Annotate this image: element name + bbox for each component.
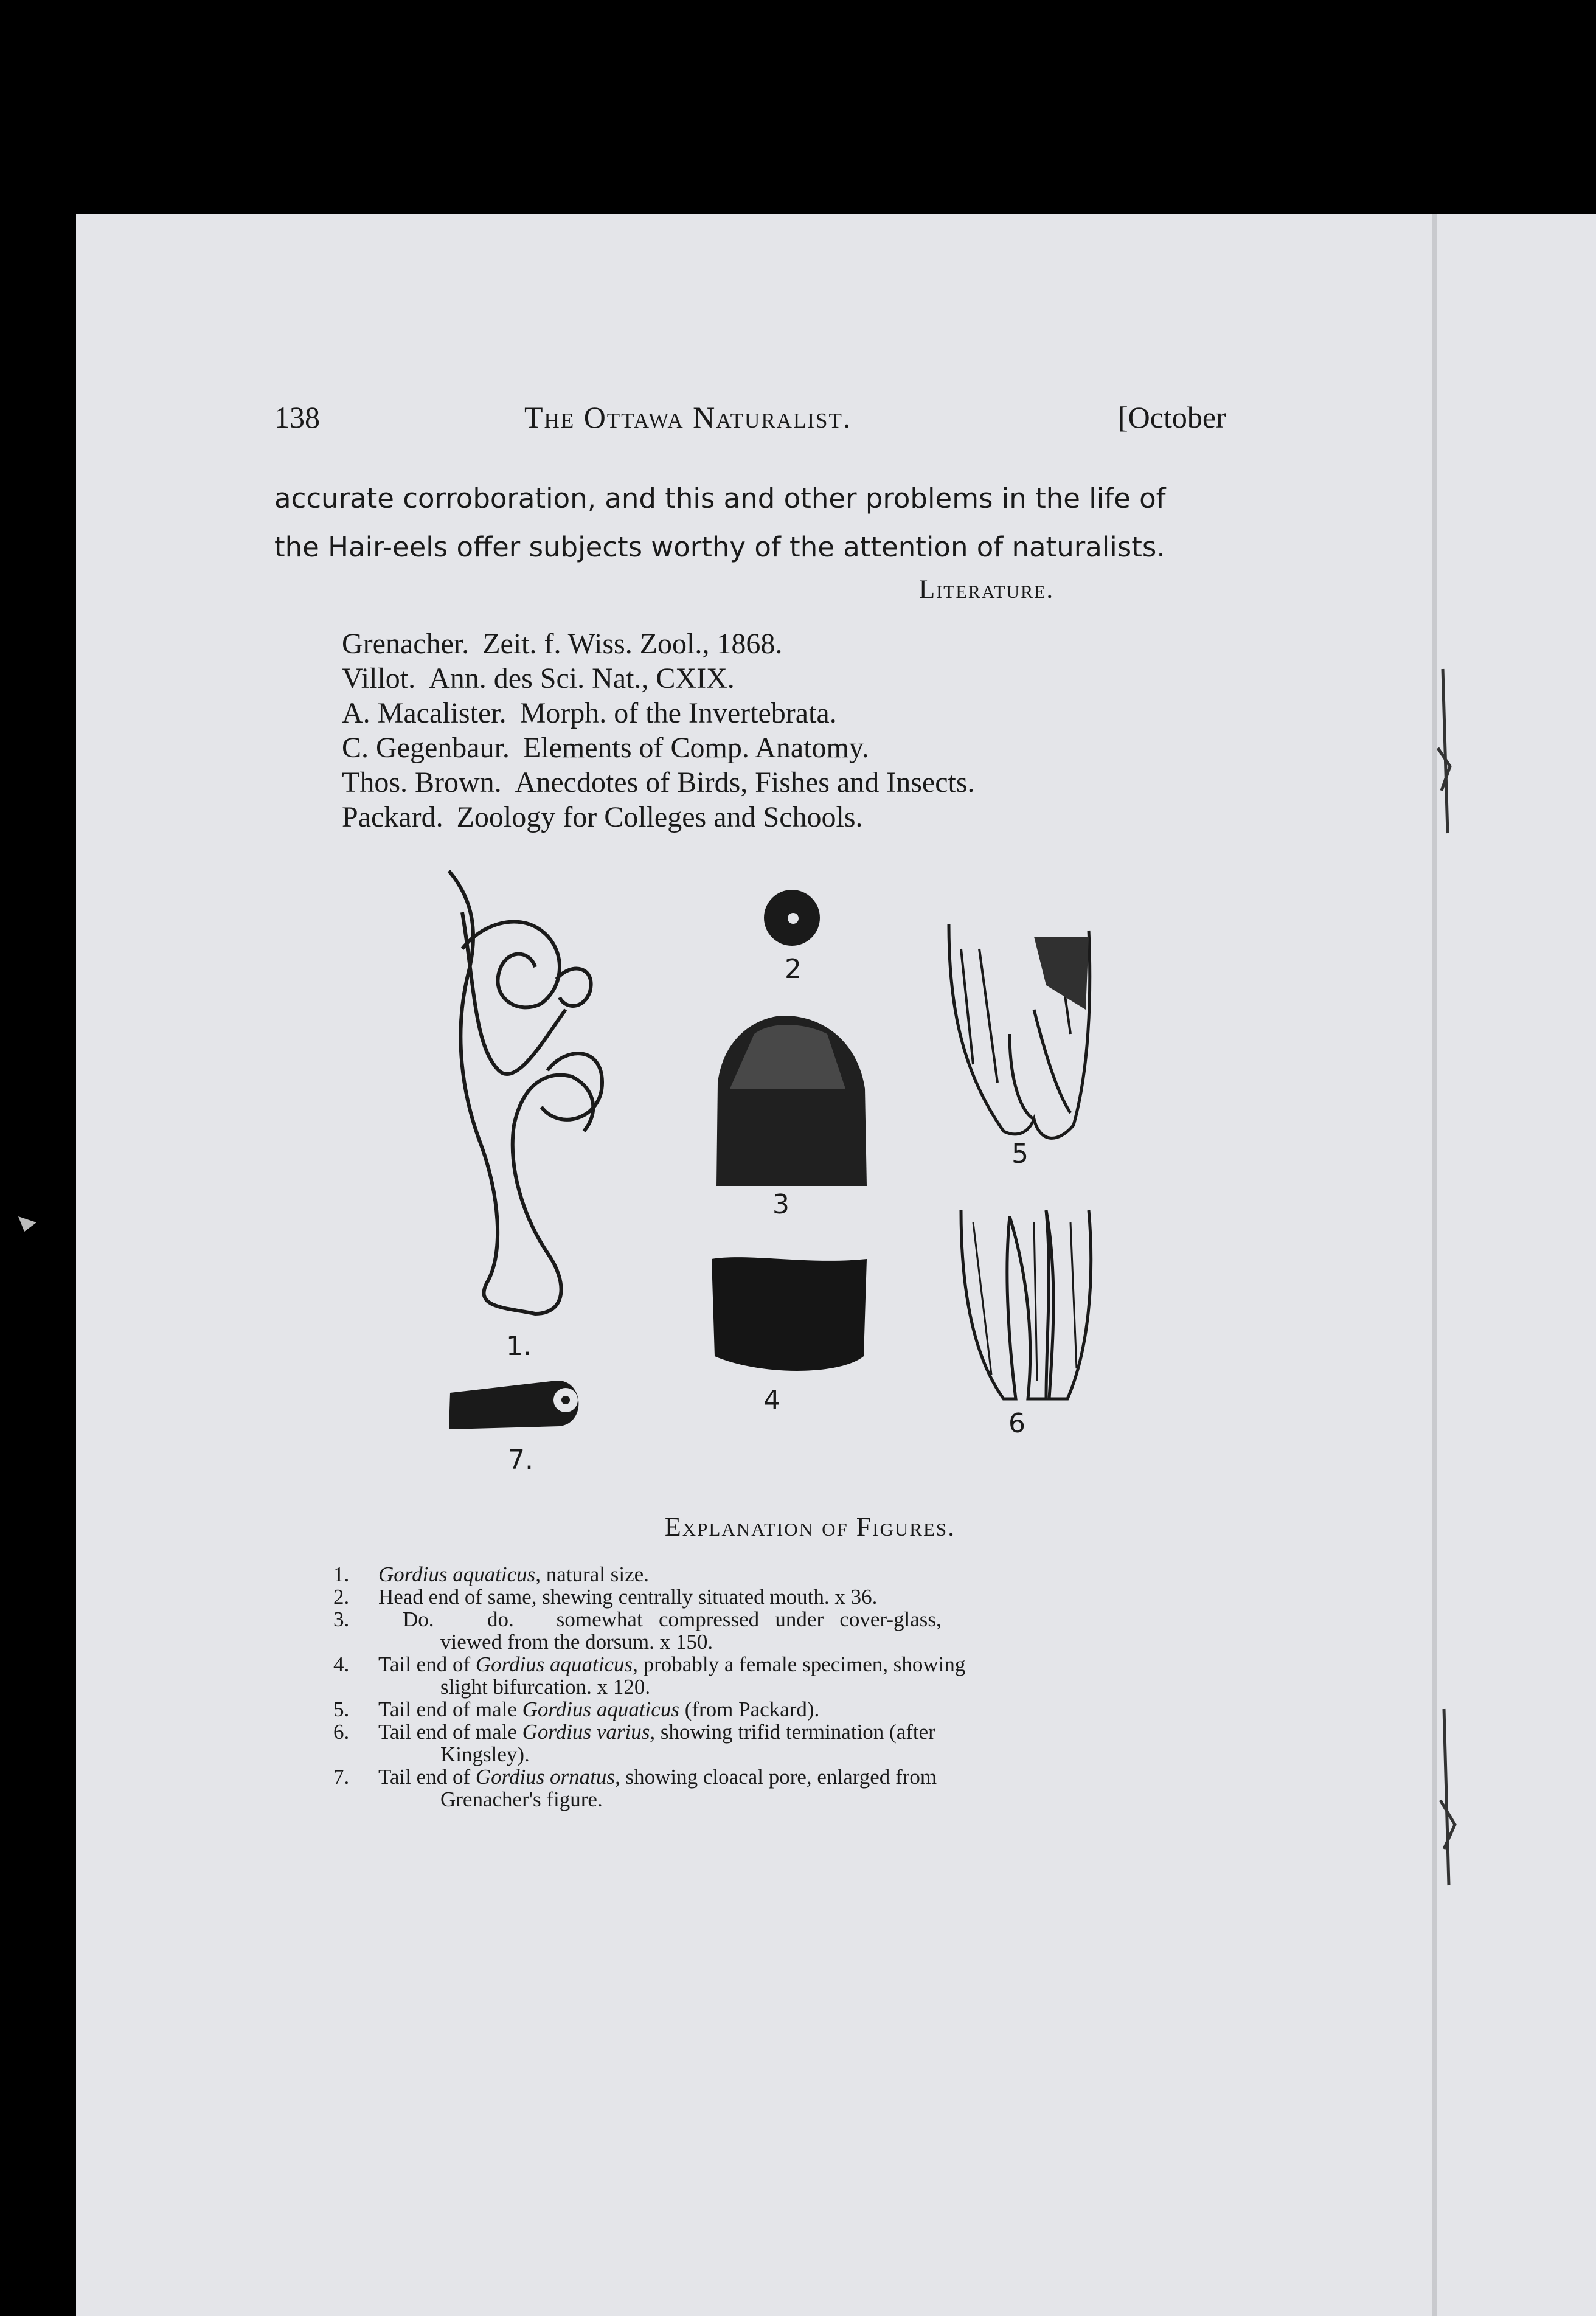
item-continuation: Kingsley).: [440, 1742, 530, 1766]
page-number: 138: [274, 400, 320, 434]
margin-mark-left: [18, 1216, 36, 1232]
item-prefix: Tail end of: [378, 1652, 476, 1676]
reference-author: Thos. Brown.: [342, 766, 502, 799]
figure-label-1: 1.: [506, 1331, 532, 1362]
figure-label-4: 4: [763, 1385, 780, 1416]
item-text: Do. do. somewhat compressed under cover-glass,: [403, 1607, 942, 1631]
species-name: Gordius varius,: [522, 1720, 656, 1744]
item-text: Head end of same, shewing centrally situated mouth. x 36.: [378, 1585, 878, 1609]
issue-month: [October: [1118, 400, 1226, 434]
item-prefix: Tail end of: [378, 1765, 476, 1789]
reference-work: Anecdotes of Birds, Fishes and Insects.: [515, 766, 975, 799]
reference-author: A. Macalister.: [342, 697, 507, 729]
item-continuation: slight bifurcation. x 120.: [440, 1675, 651, 1699]
journal-title: The Ottawa Naturalist.: [524, 400, 852, 434]
body-line: the Hair-eels offer subjects worthy of the attention of naturalists.: [274, 531, 1165, 563]
species-name: Gordius aquaticus: [522, 1697, 679, 1721]
reference-work: Zoology for Colleges and Schools.: [456, 801, 863, 833]
item-number: 1.: [333, 1562, 350, 1586]
item-text: showing trifid termination (after: [655, 1720, 935, 1744]
item-text: natural size.: [541, 1562, 649, 1586]
item-prefix: Tail end of male: [378, 1720, 522, 1744]
reference-author: Villot.: [342, 662, 416, 695]
figure-label-2: 2: [785, 954, 802, 985]
item-continuation: viewed from the dorsum. x 150.: [440, 1630, 713, 1654]
reference-work: Morph. of the Invertebrata.: [519, 697, 837, 729]
item-number: 3.: [333, 1607, 350, 1631]
item-number: 7.: [333, 1765, 350, 1789]
explanation-heading: Explanation of Figures.: [664, 1512, 956, 1542]
margin-mark-lower: [1440, 1709, 1455, 1885]
item-text: probably a female specimen, showing: [637, 1652, 966, 1676]
reference-author: Grenacher.: [342, 628, 470, 660]
item-number: 6.: [333, 1720, 350, 1744]
margin-mark-upper: [1438, 669, 1450, 833]
item-prefix: Tail end of male: [378, 1697, 522, 1721]
reference-work: Elements of Comp. Anatomy.: [522, 732, 869, 764]
species-name: Gordius ornatus,: [475, 1765, 620, 1789]
item-number: 5.: [333, 1697, 350, 1721]
item-text: showing cloacal pore, enlarged from: [620, 1765, 937, 1789]
reference-author: C. Gegenbaur.: [342, 732, 510, 764]
species-name: Gordius aquaticus,: [475, 1652, 638, 1676]
body-line: accurate corroboration, and this and other problems in the life of: [274, 482, 1166, 515]
species-name: Gordius aquaticus,: [378, 1562, 541, 1586]
reference-work: Ann. des Sci. Nat., CXIX.: [429, 662, 735, 695]
item-continuation: Grenacher's figure.: [440, 1787, 603, 1811]
literature-title: Literature.: [918, 575, 1055, 604]
item-text: (from Packard).: [679, 1697, 820, 1721]
figure-label-5: 5: [1011, 1139, 1029, 1170]
reference-work: Zeit. f. Wiss. Zool., 1868.: [482, 628, 783, 660]
figure-label-3: 3: [772, 1189, 789, 1220]
figure-label-7: 7.: [508, 1444, 533, 1475]
figure-label-6: 6: [1008, 1408, 1025, 1439]
item-number: 2.: [333, 1585, 350, 1609]
reference-author: Packard.: [342, 801, 443, 833]
item-number: 4.: [333, 1652, 350, 1676]
